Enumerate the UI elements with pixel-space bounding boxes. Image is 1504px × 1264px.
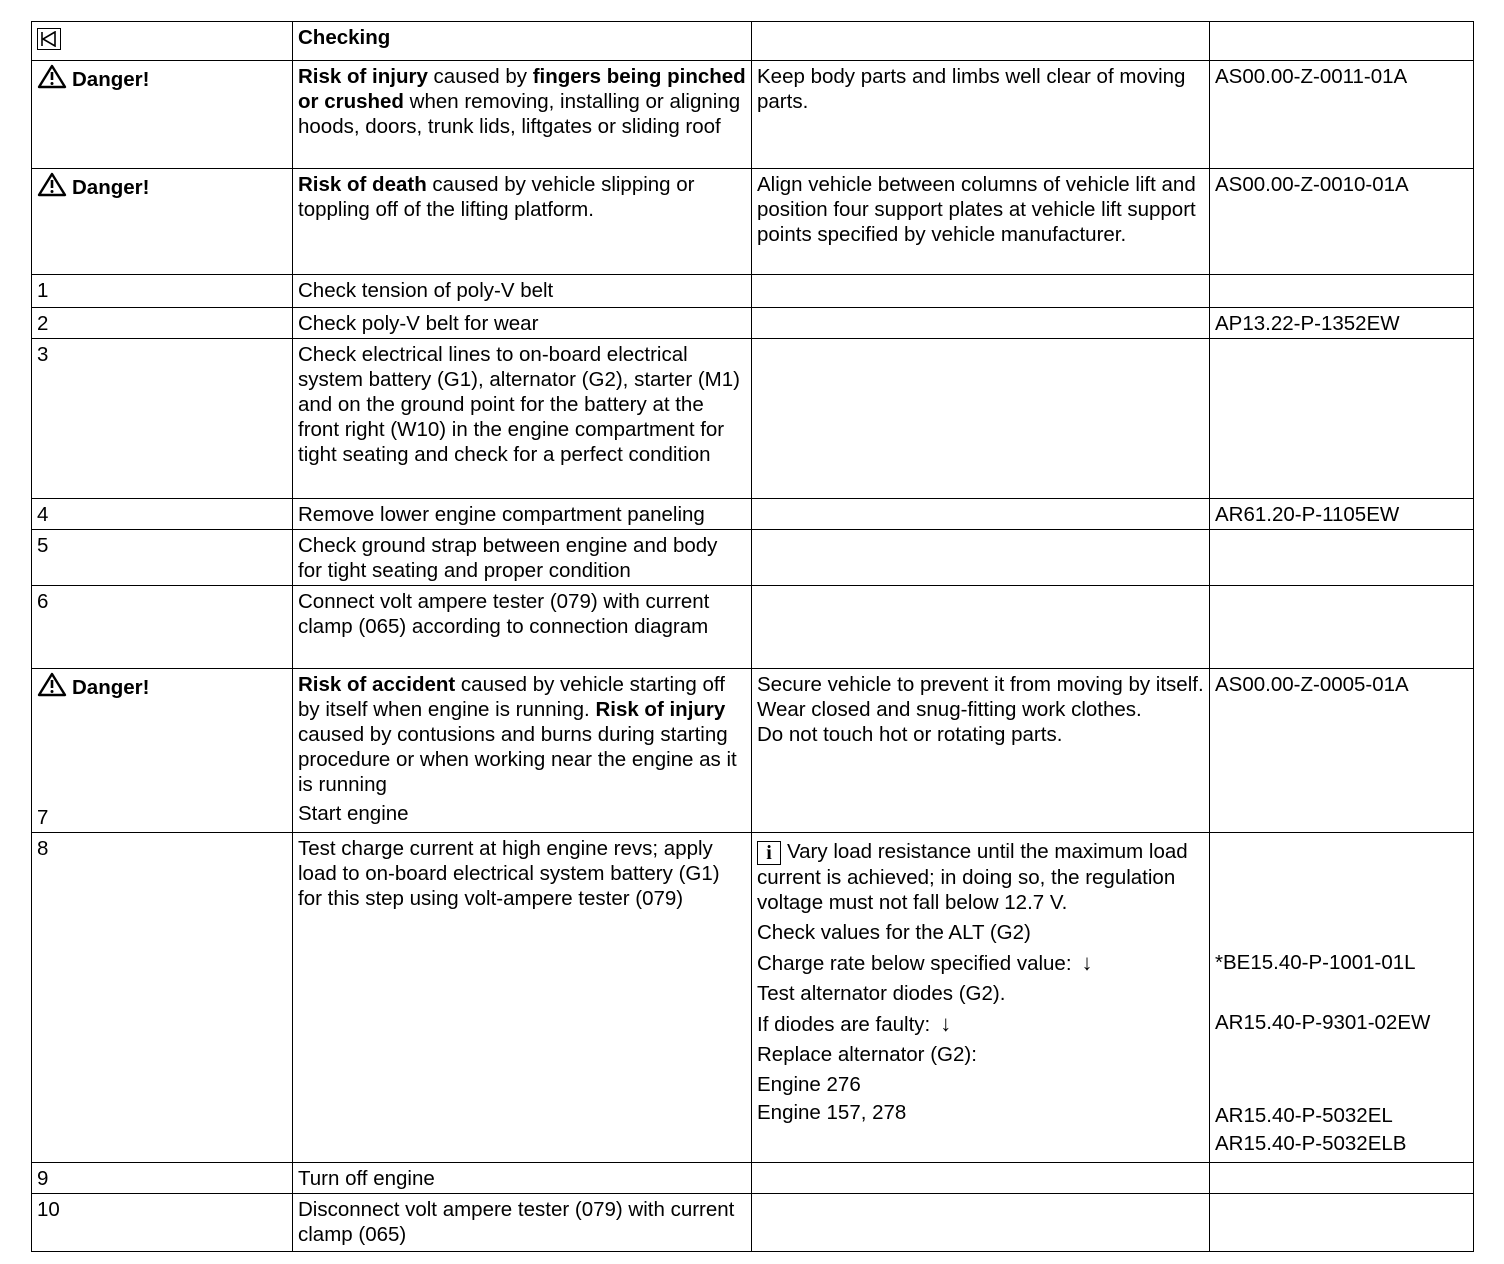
- step-text: Disconnect volt ampere tester (079) with current clamp (065): [293, 1194, 752, 1252]
- step-row-10: [32, 1194, 1474, 1252]
- step-text: Start engine: [298, 802, 409, 825]
- step-details: i Vary load resistance until the maximum load current is achieved; in doing so, the regulation voltage must not fall below 12.7 V. Check values for the ALT (G2) Charge rate below specified value: ↓ Test alternator diodes (G2). If diodes are faulty: ↓ Replace alternator (G2): Engine 276 Engine 157, 278: [752, 833, 1210, 1163]
- header-row: [32, 22, 1474, 61]
- danger-label: Danger!: [72, 68, 150, 91]
- step-row-5: [32, 530, 1474, 586]
- warning-triangle-icon: [37, 172, 67, 203]
- back-arrow-icon[interactable]: [37, 28, 61, 50]
- step-text: Connect volt ampere tester (079) with current clamp (065) according to connection diagram: [293, 586, 752, 669]
- document-reference[interactable]: AR15.40-P-5032ELB: [1215, 1132, 1407, 1155]
- document-reference[interactable]: AS00.00-Z-0005-01A: [1210, 669, 1474, 833]
- danger-row-death: [32, 169, 1474, 275]
- step-number: 8: [32, 833, 293, 1163]
- step-number: 1: [32, 275, 293, 308]
- step-text: Check tension of poly-V belt: [293, 275, 752, 308]
- danger-row-accident: [32, 669, 1474, 833]
- arrow-down-icon: ↓: [1081, 950, 1093, 975]
- step-number: 4: [32, 499, 293, 530]
- step-text: Check electrical lines to on-board electrical system battery (G1), alternator (G2), starter (M1) and on the ground point for the battery at the front right (W10) in the engine compartment for tight seating and check for a perfect condition: [293, 339, 752, 499]
- danger-cell: [32, 669, 293, 833]
- step-text: Remove lower engine compartment paneling: [293, 499, 752, 530]
- reference-column: [1210, 833, 1474, 1163]
- danger-text: Risk of accident caused by vehicle starting off by itself when engine is running. Risk of injury caused by contusions and burns during starting procedure or when working near the engine as it is running Start engine: [293, 669, 752, 833]
- step-number: 3: [32, 339, 293, 499]
- step-number: 7: [37, 806, 49, 829]
- step-number: 10: [32, 1194, 293, 1252]
- step-row-9: [32, 1163, 1474, 1194]
- step-text: Check poly-V belt for wear: [293, 308, 752, 339]
- warning-triangle-icon: [37, 672, 67, 703]
- danger-cell: [32, 169, 293, 275]
- page-title: Checking: [293, 22, 752, 61]
- danger-note: Keep body parts and limbs well clear of moving parts.: [752, 61, 1210, 169]
- document-reference[interactable]: *BE15.40-P-1001-01L: [1215, 951, 1416, 974]
- step-number: 2: [32, 308, 293, 339]
- back-cell[interactable]: [32, 22, 293, 61]
- step-row-6: [32, 586, 1474, 669]
- document-reference[interactable]: AR15.40-P-9301-02EW: [1215, 1011, 1431, 1034]
- step-number: 9: [32, 1163, 293, 1194]
- step-text: Test charge current at high engine revs; apply load to on-board electrical system battery (G1) for this step using volt-ampere tester (079): [293, 833, 752, 1163]
- step-row-8: [32, 833, 1474, 1163]
- danger-note: Secure vehicle to prevent it from moving by itself. Wear closed and snug-fitting work clothes. Do not touch hot or rotating parts.: [752, 669, 1210, 833]
- danger-cell: [32, 61, 293, 169]
- danger-label: Danger!: [72, 176, 150, 199]
- step-number: 6: [32, 586, 293, 669]
- arrow-down-icon: ↓: [940, 1011, 952, 1036]
- danger-text: Risk of injury caused by fingers being pinched or crushed when removing, installing or aligning hoods, doors, trunk lids, liftgates or sliding roof: [293, 61, 752, 169]
- danger-row-injury: [32, 61, 1474, 169]
- step-row-3: [32, 339, 1474, 499]
- info-note: i Vary load resistance until the maximum load current is achieved; in doing so, the regulation voltage must not fall below 12.7 V.: [757, 840, 1188, 914]
- document-reference[interactable]: AR15.40-P-5032EL: [1215, 1104, 1393, 1127]
- warning-triangle-icon: [37, 64, 67, 95]
- danger-text: Risk of death caused by vehicle slipping or toppling off of the lifting platform.: [293, 169, 752, 275]
- step-text: Turn off engine: [293, 1163, 752, 1194]
- procedure-table: [31, 21, 1474, 1252]
- info-icon: i: [757, 841, 781, 865]
- document-reference[interactable]: AS00.00-Z-0010-01A: [1210, 169, 1474, 275]
- document-reference[interactable]: AS00.00-Z-0011-01A: [1210, 61, 1474, 169]
- step-text: Check ground strap between engine and body for tight seating and proper condition: [293, 530, 752, 586]
- step-number: 5: [32, 530, 293, 586]
- document-reference[interactable]: AR61.20-P-1105EW: [1210, 499, 1474, 530]
- step-row-4: [32, 499, 1474, 530]
- step-row-1: [32, 275, 1474, 308]
- danger-note: Align vehicle between columns of vehicle lift and position four support plates at vehicle lift support points specified by vehicle manufacturer.: [752, 169, 1210, 275]
- danger-label: Danger!: [72, 676, 150, 699]
- document-reference[interactable]: AP13.22-P-1352EW: [1210, 308, 1474, 339]
- step-row-2: [32, 308, 1474, 339]
